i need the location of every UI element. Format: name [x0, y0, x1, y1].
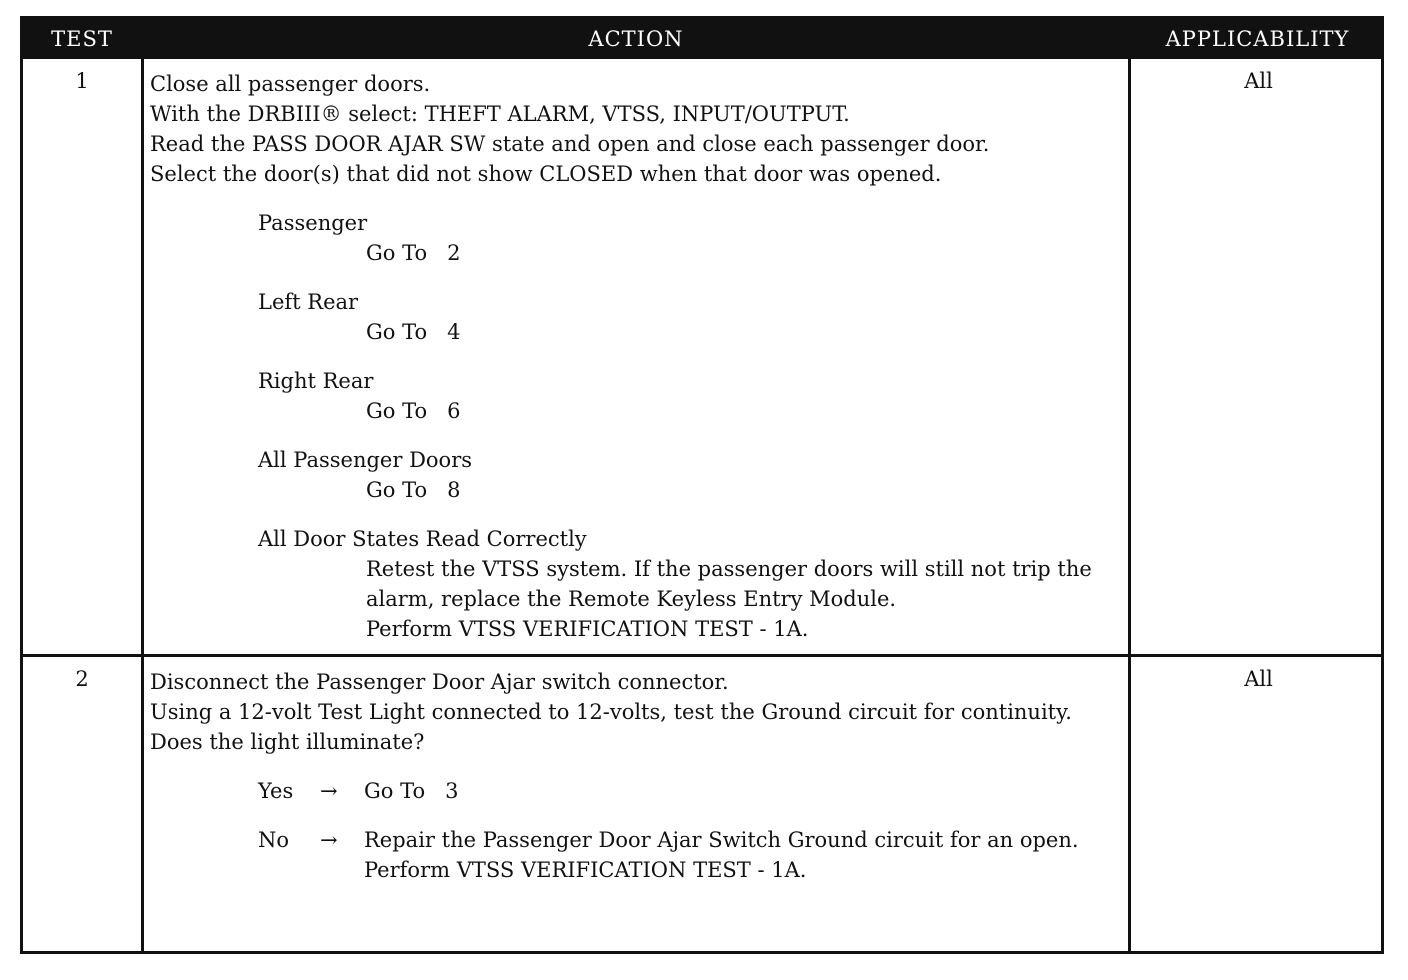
test-number: 1 — [75, 69, 89, 93]
header-applicability: APPLICABILITY — [1165, 27, 1350, 51]
option-result: Retest the VTSS system. If the passenger doors will still not trip the alarm, replace the Remote Keyless Entry Module. — [366, 557, 1092, 611]
arrow-icon: → — [320, 828, 338, 852]
action-line: Close all passenger doors. — [150, 72, 431, 96]
no-result-verification: Perform VTSS VERIFICATION TEST - 1A. — [364, 858, 807, 882]
action-line: Select the door(s) that did not show CLOSED when that door was opened. — [150, 162, 942, 186]
option-result-verification: Perform VTSS VERIFICATION TEST - 1A. — [366, 617, 809, 641]
header-action: ACTION — [588, 27, 684, 51]
test-number: 2 — [75, 667, 89, 691]
option-label: All Door States Read Correctly — [258, 527, 587, 551]
option — [258, 287, 1122, 347]
no-label: No — [258, 828, 290, 852]
row-divider — [23, 654, 1381, 657]
table-header — [23, 19, 1381, 59]
action-line: With the DRBIII® select: THEFT ALARM, VTSS, INPUT/OUTPUT. — [150, 102, 850, 126]
option-result: Go To 4 — [366, 320, 461, 344]
option — [258, 524, 1122, 644]
action-line: Using a 12-volt Test Light connected to 12-volts, test the Ground circuit for continuity. — [150, 700, 1072, 724]
action-line: Read the PASS DOOR AJAR SW state and open and close each passenger door. — [150, 132, 990, 156]
applicability-value: All — [1244, 667, 1273, 691]
option — [258, 366, 1122, 426]
arrow-icon: → — [320, 779, 338, 803]
option — [258, 208, 1122, 268]
no-branch — [258, 825, 1122, 885]
diagnostic-table — [20, 16, 1384, 954]
header-test: TEST — [51, 27, 113, 51]
option — [258, 445, 1122, 505]
yes-result: Go To 3 — [364, 779, 459, 803]
action-cell — [150, 667, 1122, 885]
yes-branch — [258, 776, 1122, 806]
option-result: Go To 2 — [366, 241, 461, 265]
option-result: Go To 8 — [366, 478, 461, 502]
option-label: All Passenger Doors — [258, 448, 473, 472]
action-line: Disconnect the Passenger Door Ajar switch connector. — [150, 670, 729, 694]
action-cell — [150, 69, 1122, 644]
yes-label: Yes — [258, 779, 294, 803]
column-divider — [1128, 59, 1131, 951]
option-result: Go To 6 — [366, 399, 461, 423]
action-line: Does the light illuminate? — [150, 730, 425, 754]
option-label: Right Rear — [258, 369, 374, 393]
option-label: Left Rear — [258, 290, 359, 314]
column-divider — [141, 59, 144, 951]
applicability-value: All — [1244, 69, 1273, 93]
option-label: Passenger — [258, 211, 368, 235]
no-result: Repair the Passenger Door Ajar Switch Ground circuit for an open. — [364, 828, 1079, 852]
